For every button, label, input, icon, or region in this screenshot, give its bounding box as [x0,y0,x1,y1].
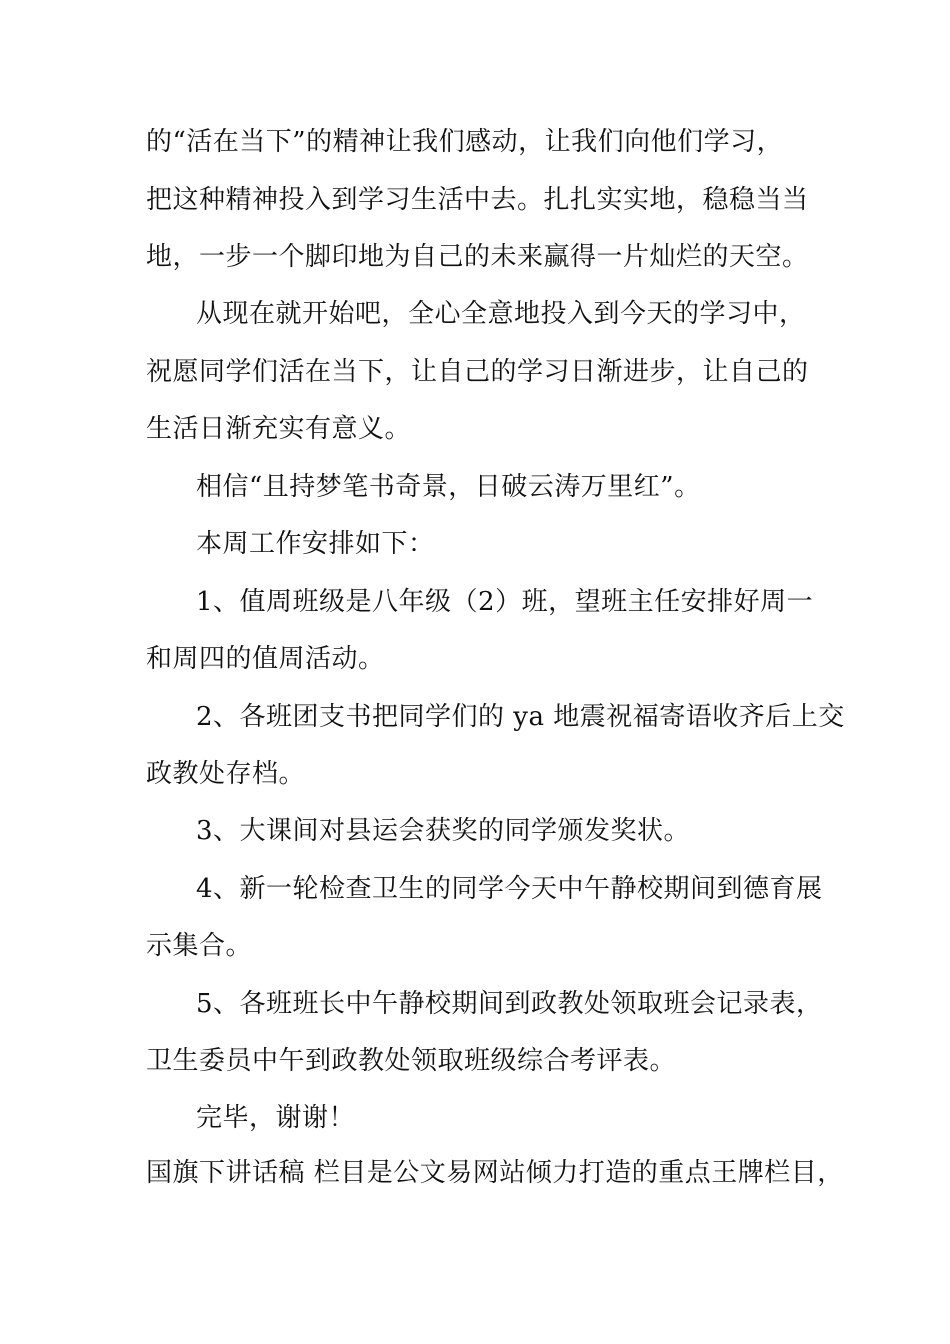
list-item-line: 3、大课间对县运会获奖的同学颁发奖状。 [196,816,691,846]
list-item-line: 2、各班团支书把同学们的 ya 地震祝福寄语收齐后上交 [196,702,845,732]
list-item-line: 卫生委员中午到政教处领取班级综合考评表。 [146,1046,677,1076]
paragraph-line: 从现在就开始吧，全心全意地投入到今天的学习中， [196,299,806,329]
paragraph-line: 祝愿同学们活在当下，让自己的学习日渐进步，让自己的 [146,357,809,387]
list-item-line: 示集合。 [146,931,253,961]
paragraph-line: 地，一步一个脚印地为自己的未来赢得一片灿烂的天空。 [146,242,809,272]
paragraph-line: 生活日渐充实有意义。 [146,414,412,444]
paragraph-line: 本周工作安排如下： [196,529,435,559]
paragraph-line: 相信“且持梦笔书奇景，日破云涛万里红”。 [196,472,701,502]
closing-line: 完毕，谢谢！ [196,1103,356,1133]
list-item-line: 4、新一轮检查卫生的同学今天中午静校期间到德育展 [196,874,823,904]
footer-note-line: 国旗下讲话稿 栏目是公文易网站倾力打造的重点王牌栏目， [146,1158,844,1188]
list-item-line: 5、各班班长中午静校期间到政教处领取班会记录表， [196,989,823,1019]
paragraph-line: 把这种精神投入到学习生活中去。扎扎实实地，稳稳当当 [146,185,809,215]
list-item-line: 和周四的值周活动。 [146,644,385,674]
list-item-line: 政教处存档。 [146,759,306,789]
paragraph-line: 的“活在当下”的精神让我们感动，让我们向他们学习， [146,127,784,157]
list-item-line: 1、值周班级是八年级（2）班，望班主任安排好周一 [196,587,814,617]
